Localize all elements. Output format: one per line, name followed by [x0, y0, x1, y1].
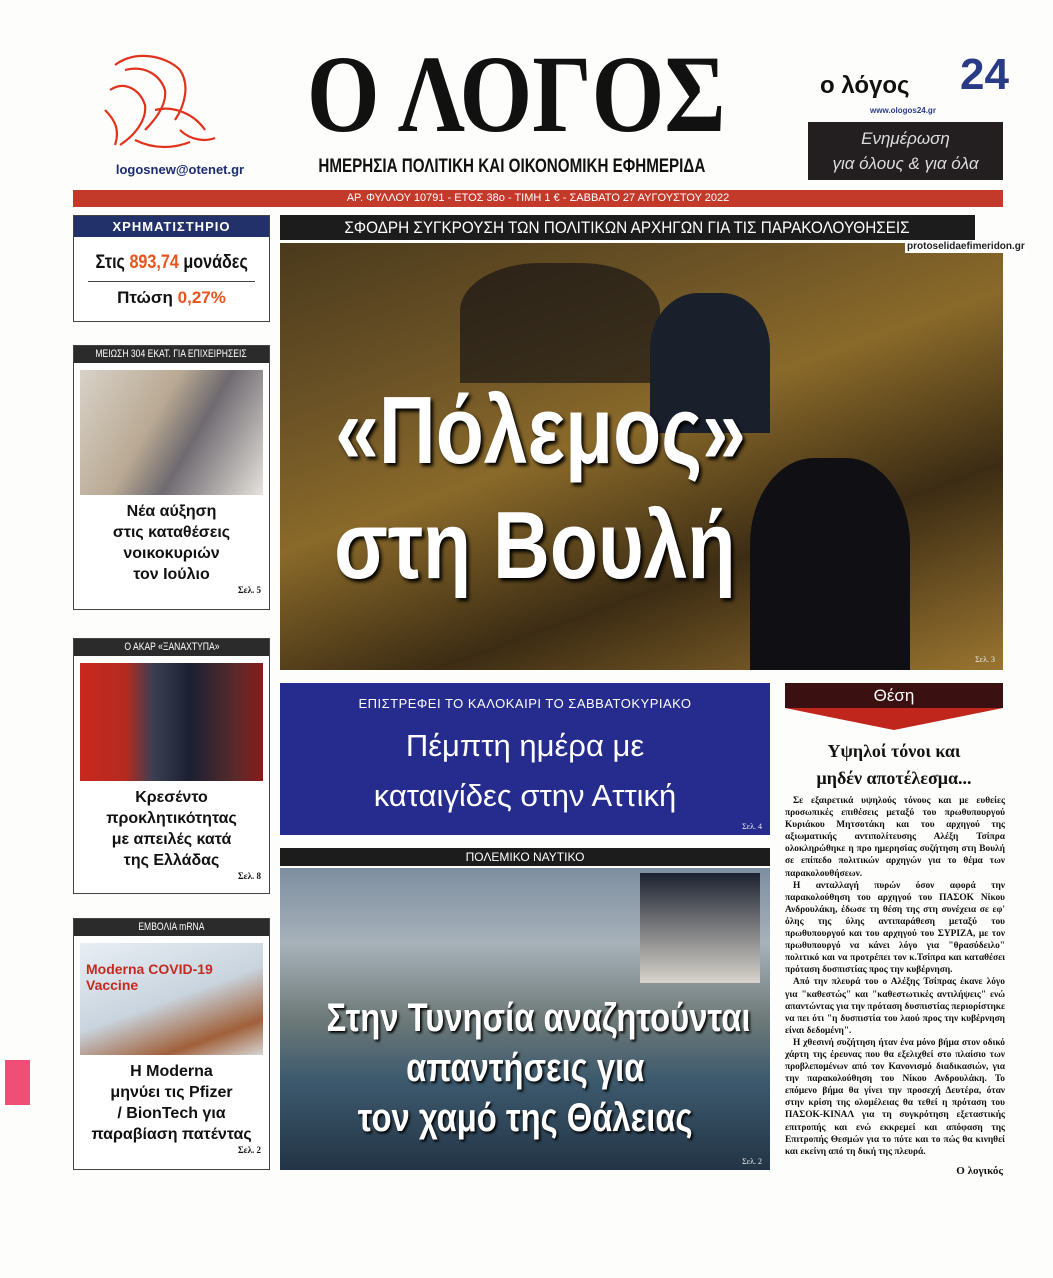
ologos24-logo[interactable] — [820, 50, 1009, 115]
headline-line: παραβίαση πατέντας — [91, 1126, 252, 1143]
stock-text: μονάδες — [178, 252, 248, 273]
headline-line: καταιγίδες στην Αττική — [373, 778, 677, 813]
stock-market-box — [73, 215, 270, 322]
sidebar-story-akar[interactable] — [73, 638, 270, 894]
headline-line-block — [280, 1043, 770, 1093]
story-headline — [74, 1061, 269, 1145]
paragraph: Σε εξαιρετικά υψηλούς τόνους και με ευθείες προσωπικές επιθέσεις μεταξύ του πρωθυπουργού Κυριάκου Μητσοτάκη και του αρχηγού της αξιωματικής αντιπολίτευσης Αλέξη Τσίπρα ολοκληρώθηκε η προ ημερησίας συζήτηση στη Βουλή σε επίπεδο πολιτικών αρχηγών για το θέμα των παρακολουθήσεων. — [785, 796, 1005, 879]
stock-header: ΧΡΗΜΑΤΙΣΤΗΡΙΟ — [74, 216, 269, 237]
lead-kicker-bar — [280, 215, 975, 240]
story-kicker-bar — [74, 919, 269, 936]
contact-email[interactable]: logosnew@otenet.gr — [115, 162, 245, 177]
speaker-silhouette — [750, 458, 910, 670]
headline-line: τον Ιούλιο — [133, 566, 210, 583]
lead-headline-line2: στη Βουλή — [334, 492, 736, 599]
opinion-title — [785, 738, 1003, 792]
vaccine-label: Moderna COVID-19 Vaccine — [86, 961, 213, 993]
paragraph: Η χθεσινή συζήτηση ήταν ένα μόνο βήμα στον οδικό χάρτη της έρευνας που θα εξελιχθεί στο πλαίσιο των προβλεπομένων από τον Κανονισμό διαδικασιών, για την παρακολούθηση του Νίκου Ανδρουλάκη. Το επόμενο βήμα θα γίνει την προσεχή Δευτέρα, όταν στην κρίση της ολομέλειας θα τεθεί η πρόταση του ΠΑΣΟΚ-ΚΙΝΑΛ για τη συγκρότηση εξεταστικής επιτροπής και ενώ εκκρεμεί και απόφαση της Επιτροπής Θεσμών για το πότε και το πώς θα κινηθεί και εκείνη από τη δική της πλευρά. — [785, 1037, 1005, 1157]
vaccine-photo — [80, 943, 263, 1055]
stock-value: 893,74 — [129, 252, 179, 273]
story-kicker: Ο ΑΚΑΡ «ΞΑΝΑΧΤΥΠΑ» — [123, 641, 220, 653]
lead-headline-line2-block — [290, 493, 750, 598]
headline-line: στις καταθέσεις — [112, 524, 231, 541]
ologos24-number: 24 — [960, 50, 1009, 99]
newspaper-title: Ο ΛΟΓΟΣ — [306, 33, 726, 155]
sidebar-story-deposits[interactable] — [73, 345, 270, 610]
newspaper-title-block — [270, 33, 740, 155]
pink-mark — [5, 1060, 30, 1105]
akar-photo — [80, 663, 263, 781]
page-ref: Σελ. 2 — [742, 1157, 762, 1166]
sidebar-story-moderna[interactable] — [73, 918, 270, 1170]
story-kicker: ΕΜΒΟΛΙΑ mRNA — [138, 921, 205, 933]
opinion-signature: Ο λογικός — [956, 1164, 1003, 1177]
issue-info-bar: ΑΡ. ΦΥΛΛΟΥ 10791 - ΕΤΟΣ 38ο - ΤΙΜΗ 1 € - ΣΑΒΒΑΤΟ 27 ΑΥΓΟΥΣΤΟΥ 2022 — [73, 190, 1003, 207]
title-line: μηδέν αποτέλεσμα... — [816, 768, 972, 788]
slogan-line: Ενημέρωση — [861, 129, 950, 148]
stock-index-line — [74, 251, 269, 275]
lead-headline-line1-block — [290, 378, 750, 483]
headline-line-block — [280, 993, 770, 1043]
page-ref: Σελ. 2 — [237, 1145, 261, 1155]
ologos24-url: www.ologos24.gr — [870, 106, 936, 115]
navy-headline — [280, 993, 770, 1143]
headline-line: Πέμπτη ημέρα με — [405, 728, 645, 763]
parliament-bench — [460, 263, 660, 383]
headline-line: Στην Τυνησία αναζητούνται — [326, 996, 751, 1040]
headline-line: Κρεσέντο — [135, 789, 208, 806]
stock-text: Στις — [95, 252, 130, 273]
story-kicker-bar — [74, 639, 269, 656]
paragraph: Από την πλευρά του ο Αλέξης Τσίπρας έκανε λόγο για "καθεστώς" και "καθεστωτικές αντιλήψεις" ενώ απαντώντας για την πρόταση δυσπιστίας περιορίστηκε να πει ότι "η δυσπιστία του λαού προς την κυβέρνηση είναι δεδομένη". — [785, 977, 1005, 1036]
headline-line: της Ελλάδας — [123, 852, 220, 869]
opinion-section-header: Θέση — [785, 683, 1003, 708]
opinion-triangle — [785, 708, 1003, 730]
opinion-body — [785, 795, 1005, 1178]
stock-text: Πτώση — [117, 288, 178, 307]
lead-headline-line1: «Πόλεμος» — [335, 377, 746, 484]
page-ref: Σελ. 3 — [975, 655, 995, 664]
title-line: Υψηλοί τόνοι και — [827, 741, 961, 761]
story-kicker: ΜΕΙΩΣΗ 304 ΕΚΑΤ. ΓΙΑ ΕΠΙΧΕΙΡΗΣΕΙΣ — [95, 348, 248, 360]
stock-change: 0,27% — [177, 288, 226, 307]
weather-headline — [280, 721, 770, 821]
lead-story-photo[interactable] — [280, 243, 1003, 670]
lead-kicker: ΣΦΟΔΡΗ ΣΥΓΚΡΟΥΣΗ ΤΩΝ ΠΟΛΙΤΙΚΩΝ ΑΡΧΗΓΩΝ ΓΙΑ ΤΙΣ ΠΑΡΑΚΟΛΟΥΘΗΣΕΙΣ — [344, 218, 911, 237]
headline-line: Η Moderna — [130, 1063, 213, 1080]
headline-line: απαντήσεις για — [405, 1046, 645, 1090]
headline-line-block — [280, 1093, 770, 1143]
newspaper-logo-figures — [95, 50, 220, 155]
story-kicker-bar — [74, 346, 269, 363]
paragraph: Η ανταλλαγή πυρών όσον αφορά την παρακολούθηση του αρχηγού του ΠΑΣΟΚ Νίκου Ανδρουλάκη, έδωσε τη θέση της στη συνέχεια σε εφ' όλης της ύλης αντιπαράθεση μεταξύ του πρωθυπουργού και του αρχηγού του ΣΥΡΙΖΑ, με τον πρωθυπουργό να κάνει λόγο για "θρασύδειλο" πολιτικό και να προτρέπει τον κ.Τσίπρα και καταθέσει πρόταση δυσπιστίας προς την κυβέρνηση. — [785, 880, 1005, 976]
watermark: protoselidaefimeridon.gr — [907, 241, 1025, 252]
bank-counter-photo — [80, 370, 263, 495]
newspaper-subtitle: ΗΜΕΡΗΣΙΑ ΠΟΛΙΤΙΚΗ ΚΑΙ ΟΙΚΟΝΟΜΙΚΗ ΕΦΗΜΕΡΙΔΑ — [318, 156, 706, 177]
headline-line: μηνύει τις Pfizer — [110, 1084, 233, 1101]
headline-line: με απειλές κατά — [111, 831, 232, 848]
portrait-photo — [640, 873, 760, 983]
headline-line: προκλητικότητας — [106, 810, 237, 827]
ologos24-name: ο λόγος — [820, 72, 910, 99]
slogan-line: για όλους & για όλα — [832, 154, 979, 173]
headline-line: Νέα αύξηση — [126, 503, 217, 520]
story-headline — [74, 787, 269, 871]
page-ref: Σελ. 5 — [237, 585, 261, 595]
newspaper-subtitle-block — [270, 155, 740, 179]
headline-line: τον χαμό της Θάλειας — [357, 1096, 693, 1140]
navy-kicker: ΠΟΛΕΜΙΚΟ ΝΑΥΤΙΚΟ — [280, 848, 770, 866]
headline-line: νοικοκυριών — [123, 545, 220, 562]
weather-story[interactable] — [280, 683, 770, 835]
weather-kicker: ΕΠΙΣΤΡΕΦΕΙ ΤΟ ΚΑΛΟΚΑΙΡΙ ΤΟ ΣΑΒΒΑΤΟΚΥΡΙΑΚΟ — [358, 696, 692, 711]
page-ref: Σελ. 8 — [237, 871, 261, 881]
story-headline — [74, 501, 269, 585]
stock-index-text — [95, 251, 247, 275]
stock-change-line — [74, 287, 269, 309]
navy-story-photo[interactable] — [280, 868, 770, 1170]
slogan-box — [808, 122, 1003, 180]
headline-line: / BionTech για — [117, 1105, 226, 1122]
page-ref: Σελ. 4 — [742, 822, 762, 831]
